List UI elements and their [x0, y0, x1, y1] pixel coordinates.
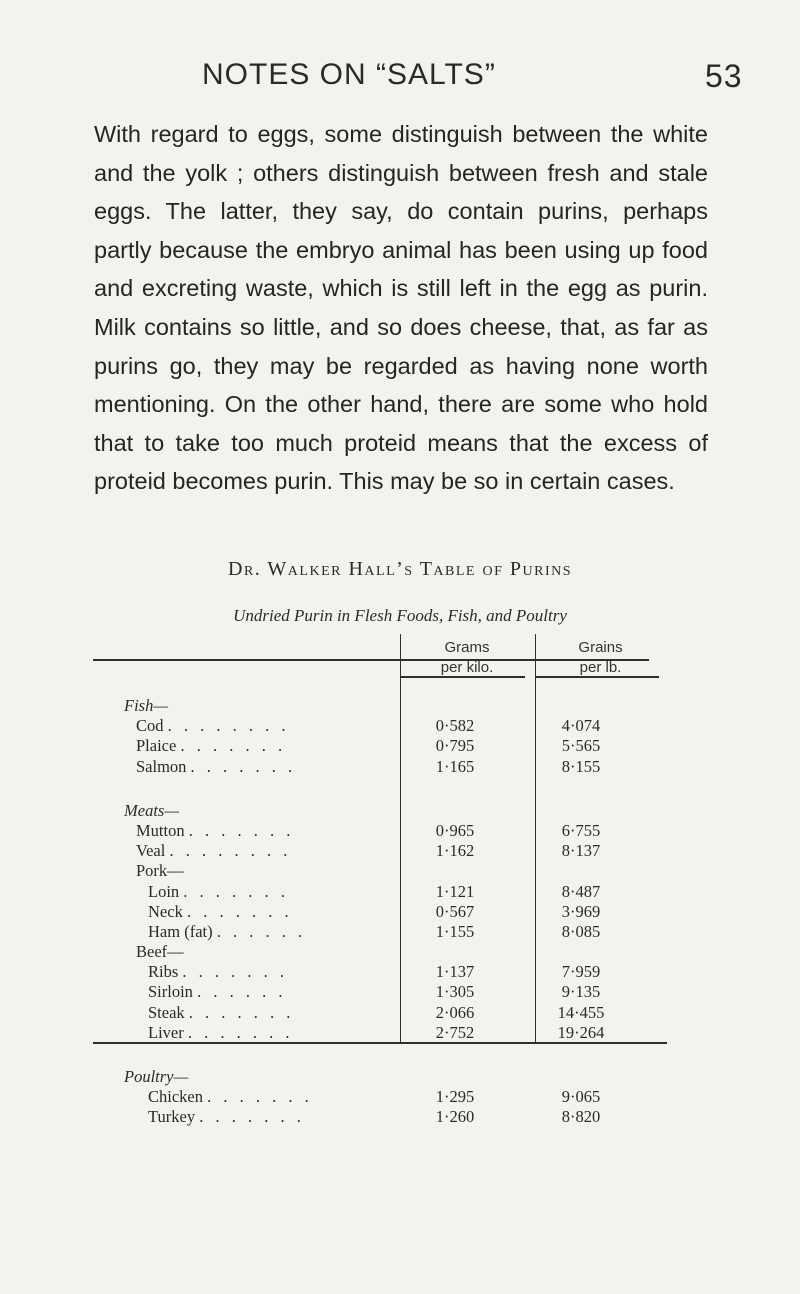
leader-dots: . . . . . . . .	[167, 716, 290, 736]
grams-value: 1·295	[435, 1087, 475, 1107]
grams-value: 2·752	[435, 1022, 475, 1042]
grams-value: 1·305	[435, 982, 475, 1002]
grains-value: 8·155	[561, 756, 601, 776]
food-label: Liver	[148, 1022, 184, 1042]
grams-value: 1·137	[435, 962, 475, 982]
table-spacer	[124, 777, 668, 801]
food-label: Salmon	[136, 756, 187, 776]
leader-dots: . . . . . . . .	[169, 841, 292, 861]
table-row	[124, 1023, 668, 1043]
food-label: Plaice	[136, 736, 177, 756]
table-group-heading	[124, 801, 668, 821]
grains-header-line1: Grains	[578, 639, 623, 656]
leader-dots: . . . . . . .	[190, 756, 297, 776]
grams-value: 0·582	[435, 716, 475, 736]
grams-value: 1·162	[435, 841, 475, 861]
table-group-heading	[124, 696, 668, 716]
table-row	[124, 982, 668, 1002]
grains-value: 8·820	[561, 1107, 601, 1127]
leader-dots: . . . . . . .	[180, 736, 287, 756]
food-label: Mutton	[136, 820, 185, 840]
table-row	[124, 1107, 668, 1127]
food-label: Sirloin	[148, 982, 193, 1002]
table-row	[124, 736, 668, 756]
table-group-heading	[124, 1067, 668, 1087]
table-row	[124, 902, 668, 922]
leader-dots: . . . . . . .	[188, 1002, 295, 1022]
table-row	[124, 716, 668, 736]
food-label: Turkey	[148, 1107, 196, 1127]
leader-dots: . . . . . . .	[207, 1087, 313, 1107]
leader-dots: . . . . . . .	[199, 1107, 305, 1127]
group-label: Fish—	[124, 696, 169, 715]
grams-value: 1·121	[435, 881, 475, 901]
purin-table-body	[124, 696, 668, 1128]
grams-value: 2·066	[435, 1002, 475, 1022]
grains-value: 8·137	[561, 841, 601, 861]
grains-value: 6·755	[561, 820, 601, 840]
grains-value: 3·969	[561, 901, 601, 921]
leader-dots: . . . . . .	[197, 982, 287, 1002]
group-label: Meats—	[124, 800, 179, 820]
table-row	[124, 882, 668, 902]
group-label: Poultry—	[124, 1067, 189, 1086]
grains-value: 4·074	[561, 716, 601, 736]
grams-value: 0·965	[435, 820, 475, 840]
table-row	[124, 841, 668, 861]
leader-dots: . . . . . .	[216, 921, 307, 941]
table-row	[124, 922, 668, 942]
grams-value: 0·795	[435, 736, 475, 756]
table-subtitle: Undried Purin in Flesh Foods, Fish, and Poultry	[233, 606, 567, 625]
table-row	[124, 821, 668, 841]
food-label: Pork—	[136, 861, 184, 881]
grains-value: 9·065	[561, 1087, 601, 1107]
grains-header-line2: per lb.	[579, 659, 622, 676]
grains-value: 8·487	[561, 881, 601, 901]
grains-value: 8·085	[561, 921, 601, 941]
food-label: Chicken	[148, 1087, 203, 1107]
leader-dots: . . . . . . .	[186, 901, 293, 921]
leader-dots: . . . . . . .	[188, 820, 295, 840]
food-label: Beef—	[136, 942, 184, 962]
table-title: Dr. Walker Hall’s Table of Purins	[228, 558, 572, 580]
leader-dots: . . . . . . .	[182, 962, 289, 982]
food-label: Loin	[148, 881, 180, 901]
grams-value: 0·567	[435, 901, 475, 921]
table-spacer	[124, 1043, 668, 1067]
food-label: Ribs	[148, 962, 179, 982]
food-label: Veal	[136, 841, 166, 861]
food-label: Neck	[148, 901, 183, 921]
table-row	[124, 1003, 668, 1023]
grams-column-header	[402, 638, 532, 678]
grains-column-header	[538, 638, 663, 678]
grams-header-line1: Grams	[444, 639, 490, 656]
page-number: 53	[705, 58, 743, 94]
food-label: Steak	[148, 1002, 185, 1022]
grams-header-line2: per kilo.	[440, 659, 494, 676]
leader-dots: . . . . . . .	[183, 881, 289, 901]
grams-value: 1·165	[435, 756, 475, 776]
grains-value: 5·565	[561, 736, 601, 756]
body-paragraph: With regard to eggs, some distinguish between the white and the yolk ; others distinguish between fresh and stale eggs. The latter, they say, do contain purins, perhaps partly because the embryo animal has been using up food and excreting waste, which is still left in the egg as purin. Milk contains so little, and so does cheese, that, as far as purins go, they may be regarded as having none worth mentioning. On the other hand, there are some who hold that to take too much proteid means that the excess of proteid becomes purin. This may be so in certain cases.	[94, 121, 708, 495]
running-title: NOTES ON “SALTS”	[202, 58, 496, 91]
grains-value: 14·455	[557, 1002, 605, 1022]
grams-value: 1·155	[435, 921, 475, 941]
food-label: Cod	[136, 716, 164, 736]
grains-value: 19·264	[557, 1022, 605, 1042]
grains-value: 9·135	[561, 982, 601, 1002]
food-label: Ham (fat)	[148, 921, 213, 941]
table-row	[124, 962, 668, 982]
grams-value: 1·260	[435, 1107, 475, 1127]
grains-value: 7·959	[561, 962, 601, 982]
table-row	[124, 1087, 668, 1107]
table-row	[124, 942, 668, 962]
leader-dots: . . . . . . .	[187, 1022, 294, 1042]
table-row	[124, 861, 668, 881]
table-row	[124, 757, 668, 777]
